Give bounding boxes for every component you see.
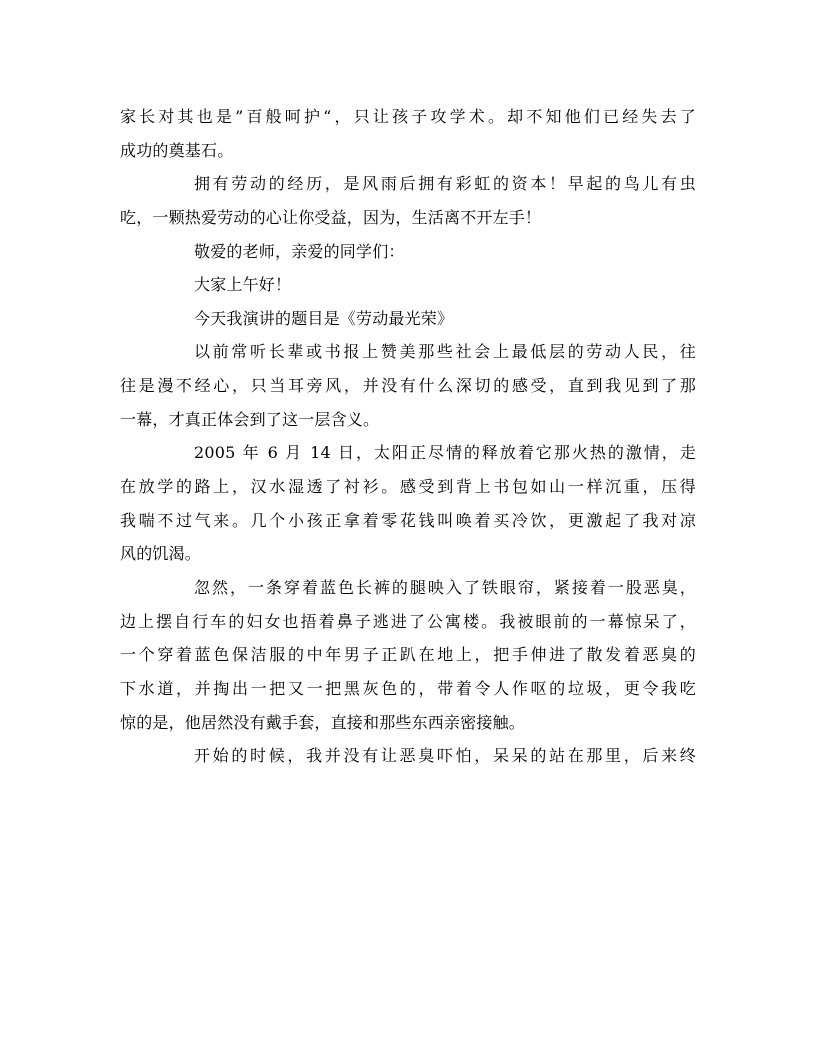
paragraph-first-line: 忽然，一条穿着蓝色长裤的腿映入了铁眼帘，紧接着一股恶臭， <box>194 577 696 597</box>
salutation-line: 敬爱的老师，亲爱的同学们： <box>194 241 405 261</box>
text-line: 在放学的路上，汉水湿透了衬衫。感受到背上书包如山一样沉重，压得 <box>120 477 696 497</box>
text-line: 风的饥渴。 <box>120 544 202 564</box>
paragraph-first-line: 2005 年 6 月 14 日，太阳正尽情的释放着它那火热的激情，走 <box>194 443 696 463</box>
document-body <box>120 100 696 773</box>
paragraph-first-line: 开始的时候，我并没有让恶臭吓怕，呆呆的站在那里，后来终 <box>194 746 696 766</box>
text-line: 我喘不过气来。几个小孩正拿着零花钱叫唤着买冷饮，更激起了我对凉 <box>120 510 696 530</box>
text-line: 惊的是，他居然没有戴手套，直接和那些东西亲密接触。 <box>120 712 526 732</box>
paragraph-first-line: 拥有劳动的经历，是风雨后拥有彩虹的资本！早起的鸟儿有虫 <box>194 174 696 194</box>
text-line: 成功的奠基石。 <box>120 140 234 160</box>
speech-title-line: 今天我演讲的题目是《劳动最光荣》 <box>194 308 454 328</box>
text-line: 吃，一颗热爱劳动的心让你受益，因为，生活离不开左手！ <box>120 207 542 227</box>
text-line: 下水道，并掏出一把又一把黑灰色的，带着令人作呕的垃圾，更令我吃 <box>120 678 696 698</box>
paragraph-first-line: 以前常听长辈或书报上赞美那些社会上最低层的劳动人民，往 <box>194 342 696 362</box>
text-line: 往是漫不经心，只当耳旁风，并没有什么深切的感受，直到我见到了那 <box>120 376 696 396</box>
text-line: 一个穿着蓝色保洁服的中年男子正趴在地上，把手伸进了散发着恶臭的 <box>120 645 696 665</box>
text-line: 边上摆自行车的妇女也捂着鼻子逃进了公寓楼。我被眼前的一幕惊呆了， <box>120 611 696 631</box>
greeting-line: 大家上午好！ <box>194 275 292 295</box>
text-line: 家长对其也是”百般呵护“，只让孩子攻学术。却不知他们已经失去了 <box>120 107 696 126</box>
text-line: 一幕，才真正体会到了这一层含义。 <box>120 409 380 429</box>
